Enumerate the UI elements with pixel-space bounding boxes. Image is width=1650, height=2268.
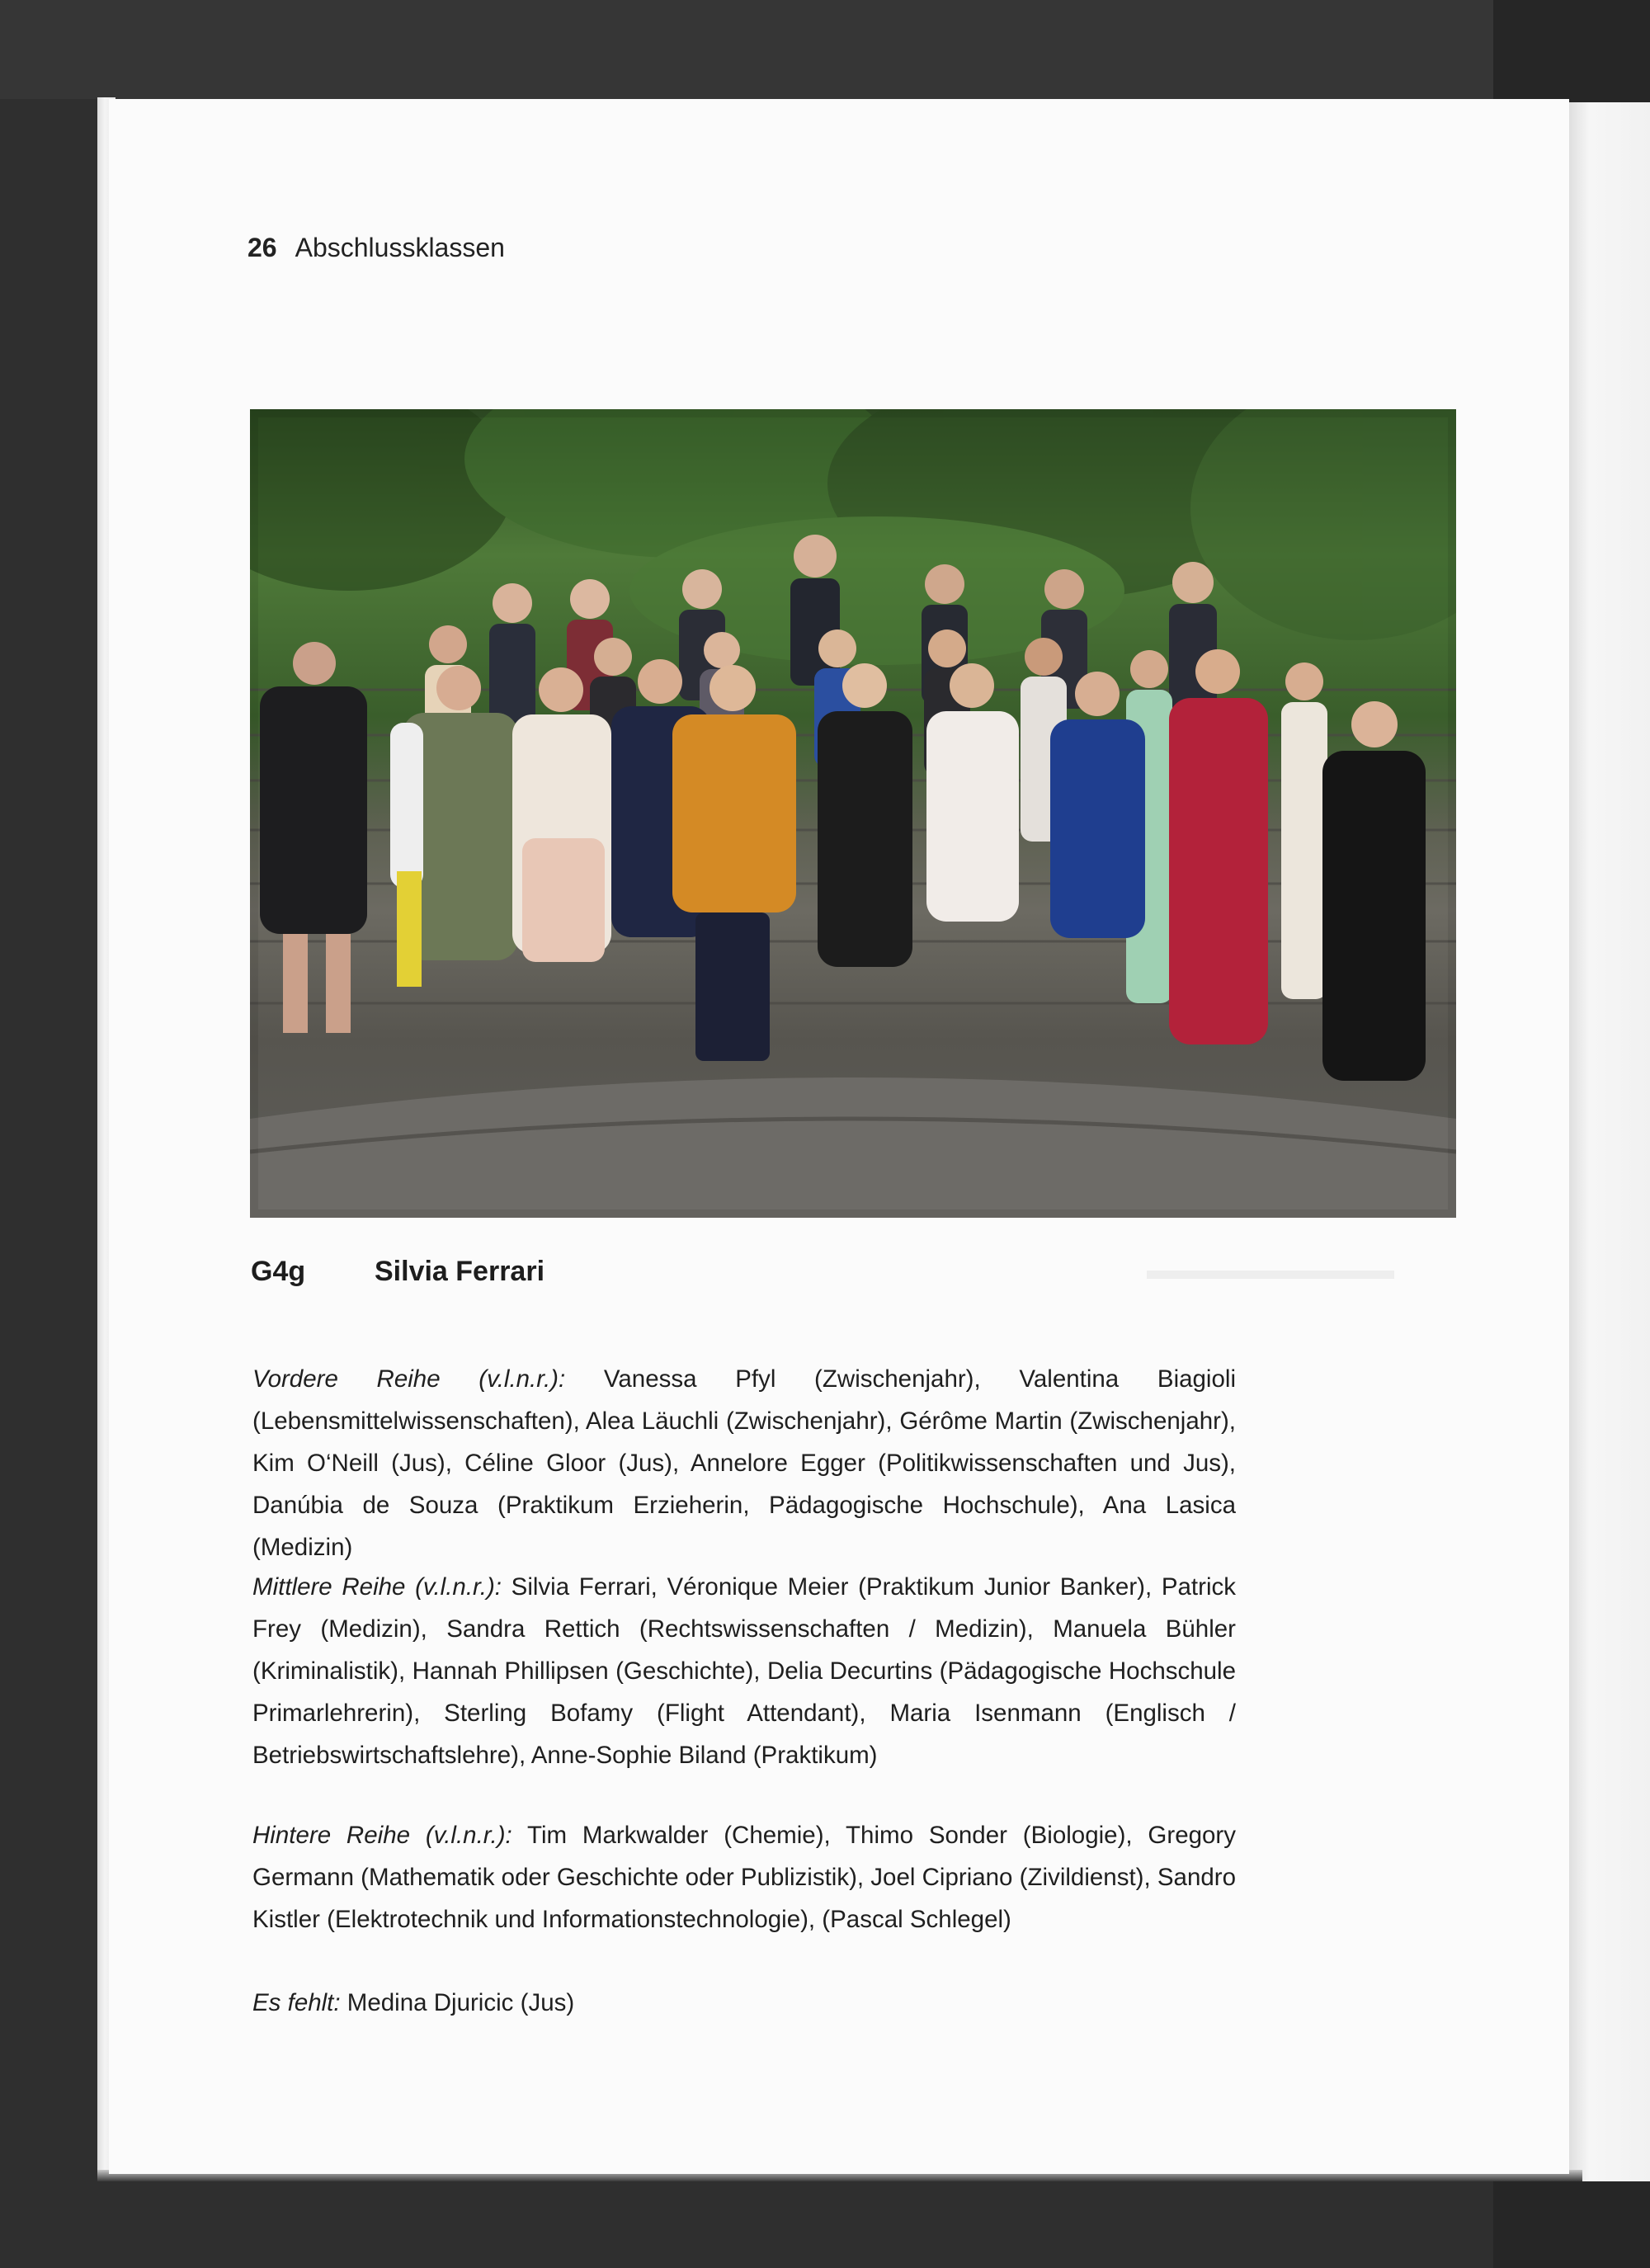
back-row-paragraph — [252, 1814, 1236, 1940]
missing-paragraph — [252, 1982, 1236, 2024]
section-title: Abschlussklassen — [295, 233, 505, 262]
paragraph-text: Silvia Ferrari, Véronique Meier (Praktikum Junior Banker), Patrick Frey (Medizin), Sandra Rettich (Rechtswissenschaften / Medizin), Manuela Bühler (Kriminalistik), Hannah Phillipsen (Geschichte), Delia Decurtins (Pädagogische Hochschule Primarlehrerin), Sterling Bofamy (Flight Attendant), Maria Isenmann (Englisch / Betriebswirtschaftslehre), Anne-Sophie Biland (Praktikum) — [252, 1573, 1236, 1769]
page-header — [248, 233, 505, 263]
paragraph-text: Tim Markwalder (Chemie), Thimo Sonder (Biologie), Gregory Germann (Mathematik oder Geschichte oder Publizistik), Joel Cipriano (Zivildienst), Sandro Kistler (Elektrotechnik und Informationstechnologie), (Pascal Schlegel) — [252, 1822, 1236, 1933]
class-code: G4g — [251, 1256, 306, 1287]
middle-row-paragraph — [252, 1566, 1236, 1776]
paragraph-lead: Es fehlt: — [252, 1989, 341, 2016]
class-group-photo — [250, 409, 1456, 1218]
front-row-paragraph — [252, 1358, 1236, 1568]
paragraph-text: Vanessa Pfyl (Zwischenjahr), Valentina Biagioli (Lebensmittelwissenschaften), Alea Läuchli (Zwischenjahr), Gérôme Martin (Zwischenjahr), Kim O‘Neill (Jus), Céline Gloor (Jus), Annelore Egger (Politikwissenschaften und Jus), Danúbia de Souza (Praktikum Erzieherin, Pädagogische Hochschule), Ana Lasica (Medizin) — [252, 1365, 1237, 1561]
bleed-through-text — [1147, 1256, 1477, 1289]
class-teacher: Silvia Ferrari — [375, 1256, 545, 1287]
scan-background-top — [0, 0, 1650, 99]
paragraph-lead: Mittlere Reihe (v.l.n.r.): — [252, 1573, 502, 1601]
paragraph-text: Medina Djuricic (Jus) — [340, 1989, 575, 2016]
group-photo-illustration — [250, 409, 1456, 1218]
paragraph-lead: Vordere Reihe (v.l.n.r.): — [252, 1365, 566, 1393]
adjacent-page-edge — [1563, 102, 1650, 2181]
page-number: 26 — [248, 233, 277, 262]
paragraph-lead: Hintere Reihe (v.l.n.r.): — [252, 1822, 512, 1849]
